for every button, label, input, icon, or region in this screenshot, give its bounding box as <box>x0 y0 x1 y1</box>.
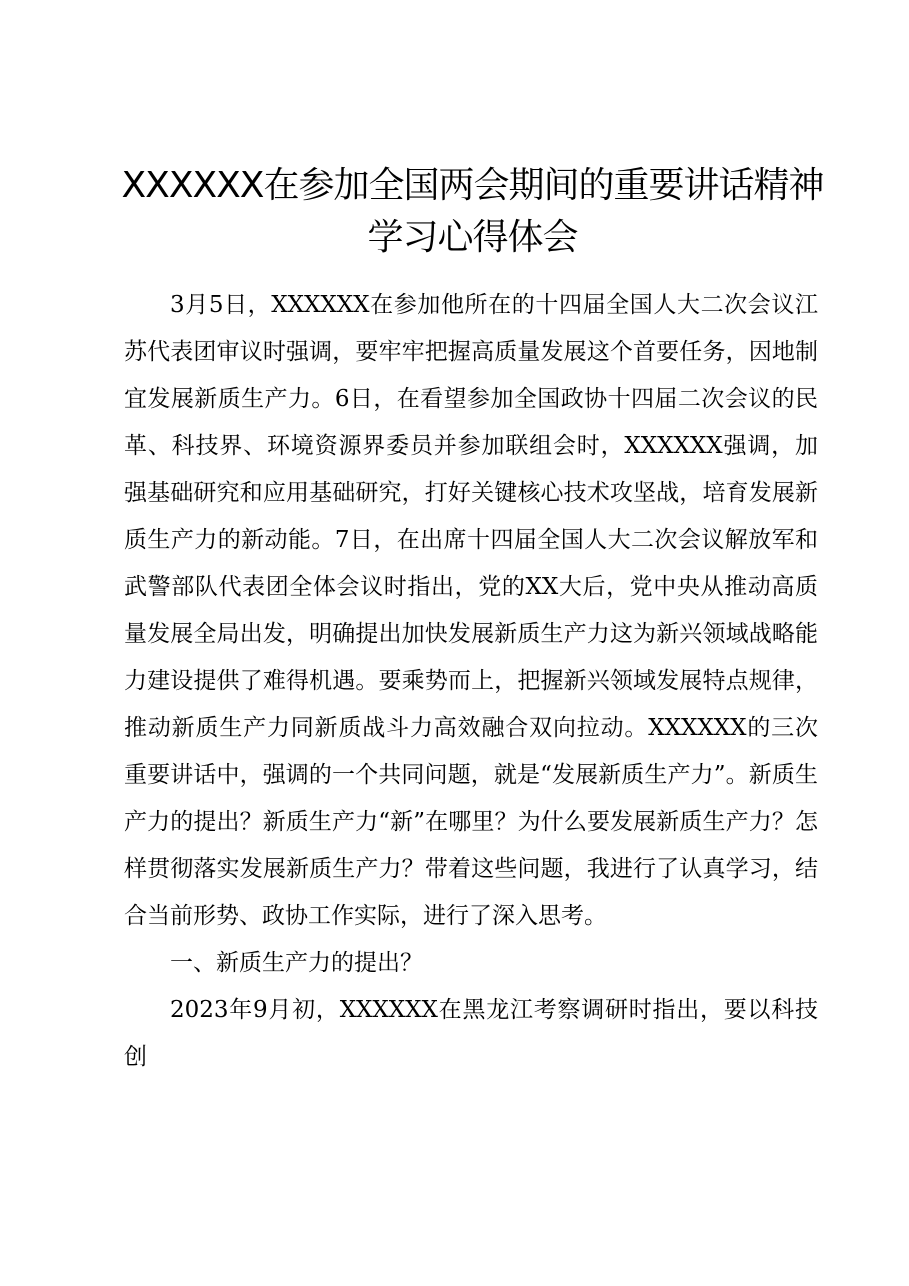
section-paragraph: 2023年9月初，XXXXXX在黑龙江考察调研时指出，要以科技创 <box>124 997 818 1070</box>
document-title: XXXXXX在参加全国两会期间的重要讲话精神学习心得体会 <box>121 165 824 258</box>
document-body <box>124 282 818 1081</box>
intro-paragraph: 3月5日，XXXXXX在参加他所在的十四届全国人大二次会议江苏代表团审议时强调，要牢牢把握高质量发展这个首要任务，因地制宜发展新质生产力。6日，在看望参加全国政协十四届二次会议的民革、科技界、环境资源界委员并参加联组会时，XXXXXX强调，加强基础研究和应用基础研究，打好关键核心技术攻坚战，培育发展新质生产力的新动能。7日，在出席十四届全国人大二次会议解放军和武警部队代表团全体会议时指出，党的XX大后，党中央从推动高质量发展全局出发，明确提出加快发展新质生产力这为新兴领域战略能力建设提供了难得机遇。要乘势而上，把握新兴领域发展特点规律，推动新质生产力同新质战斗力高效融合双向拉动。XXXXXX的三次重要讲话中，强调的一个共同问题，就是“发展新质生产力”。新质生产力的提出？新质生产力“新”在哪里？为什么要发展新质生产力？怎样贯彻落实发展新质生产力？带着这些问题，我进行了认真学习，结合当前形势、政协工作实际，进行了深入思考。 <box>124 292 818 929</box>
section-heading: 一、新质生产力的提出？ <box>170 950 423 976</box>
